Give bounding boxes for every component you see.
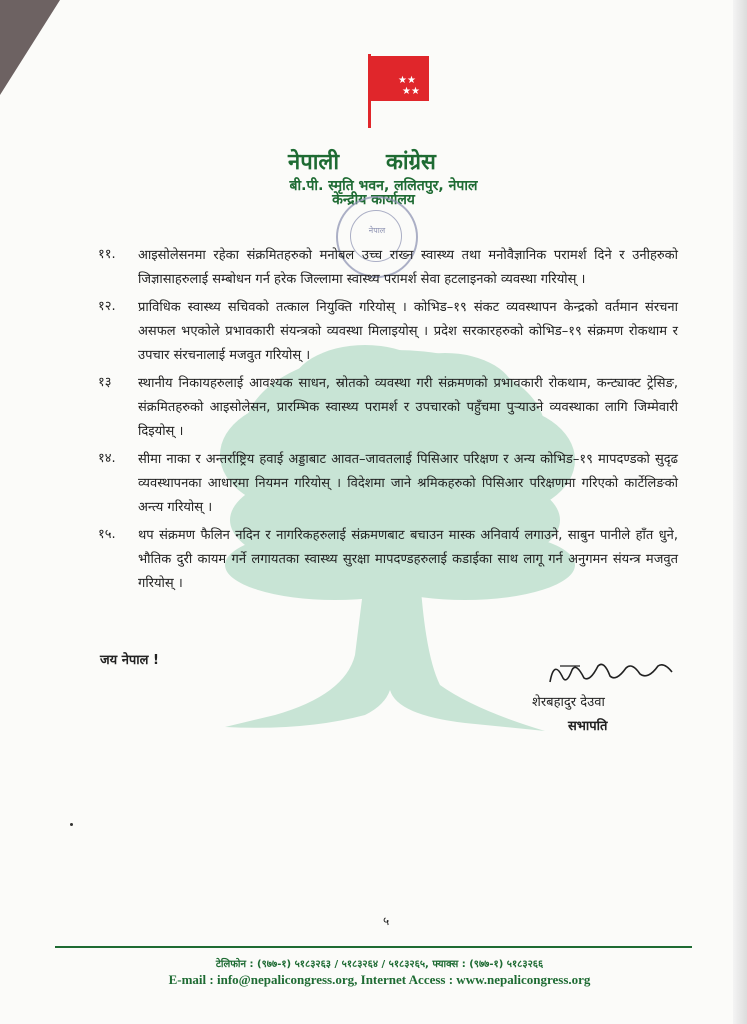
party-name-left: नेपाली [288,150,340,175]
party-flag-logo [362,48,432,128]
item-number: १२. [98,299,116,314]
item-number: १४. [98,451,116,466]
list-item [98,372,678,444]
speck-mark [70,823,73,826]
page-number: ५ [383,914,390,928]
demand-list [98,244,678,600]
item-text: आइसोलेसनमा रहेका संक्रमितहरुको मनोबल उच्च राख्न स्वास्थ्य तथा मनोवैज्ञानिक परामर्श दिने र उनीहरुको जिज्ञासाहरुलाई सम्बोधन गर्न हरेक जिल्लामा स्वास्थ्य परामर्श सेवा हटलाइनको व्यवस्था गरियोस् । [138,248,678,287]
signer-title: सभापति [568,719,608,734]
svg-text:★★: ★★ [402,86,420,97]
footer-divider [55,946,692,948]
party-name-right: कांग्रेस [386,150,436,175]
closing-salutation: जय नेपाल ! [100,653,159,668]
list-item [98,244,678,292]
stamp-text: नेपाल [368,226,386,235]
item-number: ११. [98,247,116,262]
footer-contact-phone: टेलिफोन : (९७७-१) ५१८३२६३ / ५१८३२६४ / ५१८३२६५, फ्याक्स : (९७७-१) ५१८३२६६ [215,959,544,970]
item-text: स्थानीय निकायहरुलाई आवश्यक साधन, स्रोतको व्यवस्था गरी संक्रमणको प्रभावकारी रोकथाम, कन्ट्याक्ट ट्रेसिङ, संक्रमितहरुको आइसोलेसन, प्रारम्भिक स्वास्थ्य परामर्श र उपचारको पहुँचमा पुर्‍याउने व्यवस्थाका लागि जिम्मेवारी दिइयोस् । [138,376,678,439]
footer-contact-web: E-mail : info@nepalicongress.org, Internet Access : www.nepalicongress.org [168,972,591,987]
list-item [98,448,678,520]
office-label: केन्द्रीय कार्यालय [332,192,415,208]
list-item [98,524,678,596]
handwritten-signature [540,652,680,692]
item-text: थप संक्रमण फैलिन नदिन र नागरिकहरुलाई संक्रमणबाट बचाउन मास्क अनिवार्य लगाउने, साबुन पानीले हाँत धुने, भौतिक दुरी कायम गर्ने लगायतका स्वास्थ्य सुरक्षा मापदण्डहरुलाई कडाईका साथ लागू गर्न अनुगमन संयन्त्र मजवुत गरियोस् । [138,528,678,591]
signer-name: शेरबहादुर देउवा [532,695,605,710]
item-number: १५. [98,527,116,542]
item-text: सीमा नाका र अन्तर्राष्ट्रिय हवाई अड्डाबाट आवत–जावतलाई पिसिआर परिक्षण र अन्य कोभिड–१९ मापदण्डको सुदृढ व्यवस्थापनका आधारमा नियमन गरियोस् । विदेशमा जाने श्रमिकहरुको पिसिआर परिक्षणमा गरिएको कार्टेलिङको अन्त्य गरियोस् । [138,452,678,515]
item-text: प्राविधिक स्वास्थ्य सचिवको तत्काल नियुक्ति गरियोस् । कोभिड–१९ संकट व्यवस्थापन केन्द्रको वर्तमान संरचना असफल भएकोले प्रभावकारी संयन्त्रको व्यवस्था मिलाइयोस् । प्रदेश सरकारहरुको कोभिड–१९ संक्रमण रोकथाम र उपचार संरचनालाई मजवुत गरियोस् । [138,300,678,363]
item-number: १३ [98,375,112,390]
list-item [98,296,678,368]
svg-text:★★: ★★ [398,75,416,86]
address-label: बी.पी. स्मृति भवन, ललितपुर, नेपाल [289,178,478,194]
